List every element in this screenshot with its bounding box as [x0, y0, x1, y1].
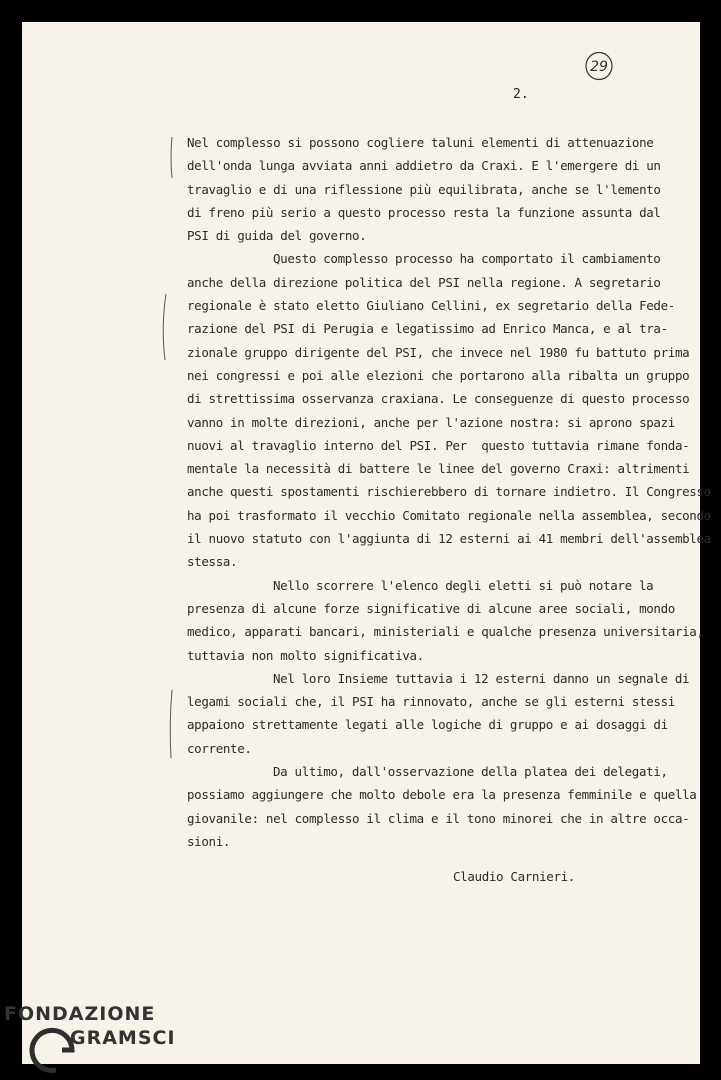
text-line: Nel loro Insieme tuttavia i 12 esterni danno un segnale di — [273, 670, 690, 686]
text-line: travaglio e di una riflessione più equilibrata, anche se l'lemento — [187, 181, 661, 197]
page-number: 2. — [513, 87, 529, 102]
text-line: di strettissima osservanza craxiana. Le conseguenze di questo processo — [187, 391, 690, 407]
text-line: PSI di guida del governo. — [187, 228, 367, 244]
text-line: anche della direzione politica del PSI nella regione. A segretario — [187, 274, 661, 290]
paragraph — [187, 760, 697, 853]
text-line: di freno più serio a questo processo resta la funzione assunta dal — [187, 204, 661, 220]
letter-body — [187, 131, 711, 853]
paragraph — [187, 574, 704, 667]
text-line: Nello scorrere l'elenco degli eletti si può notare la — [273, 577, 654, 593]
text-line: giovanile: nel complesso il clima e il tono minorei che in altre occa- — [187, 810, 690, 826]
paragraph — [187, 667, 690, 760]
margin-mark — [166, 135, 178, 180]
text-line: dell'onda lunga avviata anni addietro da Craxi. E l'emergere di un — [187, 158, 661, 174]
text-line: legami sociali che, il PSI ha rinnovato, anche se gli esterni stessi — [187, 694, 675, 710]
text-line: il nuovo statuto con l'aggiunta di 12 esterni ai 41 membri dell'assemblea — [187, 531, 711, 547]
signature: Claudio Carnieri. — [453, 869, 575, 884]
text-line: nei congressi e poi alle elezioni che portarono alla ribalta un gruppo — [187, 367, 690, 383]
text-line: presenza di alcune forze significative di alcune aree sociali, mondo — [187, 600, 675, 616]
text-line: appaiono strettamente legati alle logiche di gruppo e ai dosaggi di — [187, 717, 668, 733]
text-line: razione del PSI di Perugia e legatissimo ad Enrico Manca, e al tra- — [187, 321, 668, 337]
text-line: stessa. — [187, 554, 238, 570]
watermark-line2: GRAMSCI — [70, 1027, 176, 1049]
text-line: Questo complesso processo ha comportato il cambiamento — [273, 251, 661, 267]
watermark-logo-icon — [32, 1030, 72, 1070]
text-line: corrente. — [187, 740, 252, 756]
text-line: nuovi al travaglio interno del PSI. Per questo tuttavia rimane fonda- — [187, 437, 690, 453]
text-line: ha poi trasformato il vecchio Comitato regionale nella assemblea, secondo — [187, 507, 711, 523]
text-line: zionale gruppo dirigente del PSI, che invece nel 1980 fu battuto prima — [187, 344, 690, 360]
text-line: medico, apparati bancari, ministeriali e qualche presenza universitaria, — [187, 624, 704, 640]
text-line: vanno in molte direzioni, anche per l'azione nostra: si aprono spazi — [187, 414, 675, 430]
text-line: possiamo aggiungere che molto debole era la presenza femminile e quella — [187, 787, 697, 803]
text-line: Da ultimo, dall'osservazione della platea dei delegati, — [273, 764, 668, 780]
watermark-line1: FONDAZIONE — [4, 1003, 156, 1025]
archive-number: 29 — [590, 59, 608, 75]
text-line: tuttavia non molto significativa. — [187, 647, 424, 663]
text-line: Nel complesso si possono cogliere taluni elementi di attenuazione — [187, 135, 654, 150]
margin-mark — [158, 292, 170, 362]
fondazione-gramsci-watermark — [4, 1000, 184, 1080]
text-line: anche questi spostamenti rischierebbero di tornare indietro. Il Congresso — [187, 484, 711, 500]
margin-mark — [166, 688, 178, 760]
text-line: mentale la necessità di battere le linee del governo Craxi: altrimenti — [187, 461, 690, 477]
paragraph — [187, 131, 687, 247]
text-line: regionale è stato eletto Giuliano Cellini, ex segretario della Fede- — [187, 298, 675, 314]
paragraph — [187, 247, 711, 573]
text-line: sioni. — [187, 833, 231, 849]
archive-number-stamp — [584, 51, 614, 81]
